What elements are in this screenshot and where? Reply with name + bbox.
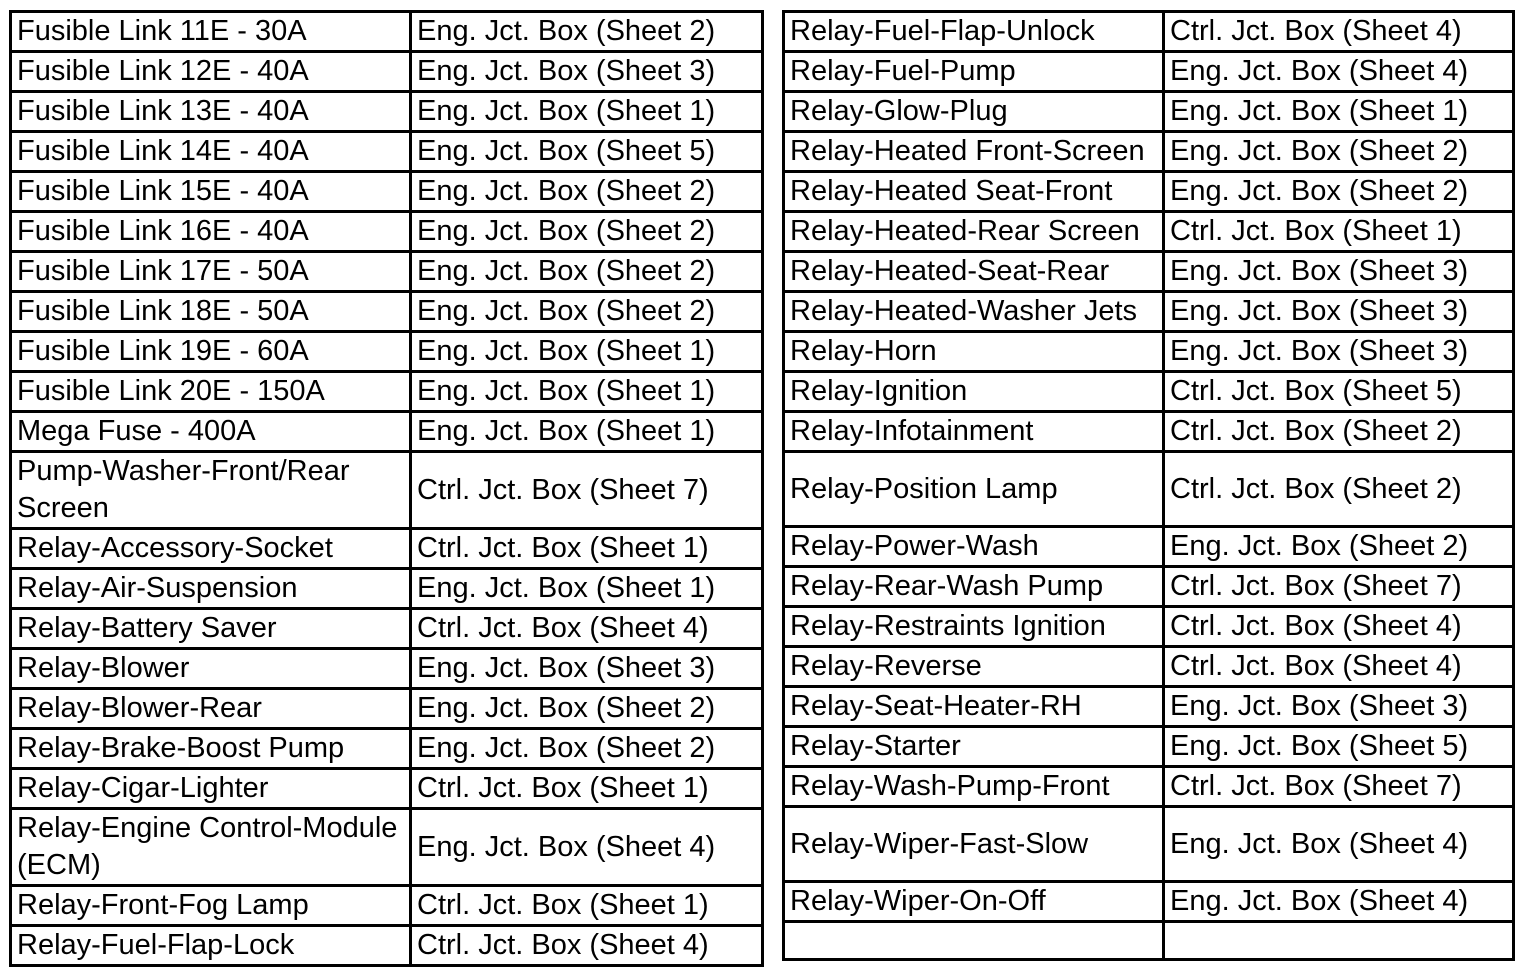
component-cell: Relay-Fuel-Pump — [784, 52, 1164, 92]
component-cell: Relay-Restraints Ignition — [784, 607, 1164, 647]
location-cell: Eng. Jct. Box (Sheet 2) — [411, 212, 763, 252]
component-cell: Relay-Seat-Heater-RH — [784, 687, 1164, 727]
table-row — [784, 172, 1514, 212]
location-cell: Ctrl. Jct. Box (Sheet 2) — [1164, 452, 1514, 527]
table-row — [11, 689, 763, 729]
location-cell: Eng. Jct. Box (Sheet 3) — [1164, 292, 1514, 332]
component-cell: Relay-Engine Control-Module (ECM) — [11, 809, 411, 886]
location-cell: Ctrl. Jct. Box (Sheet 4) — [411, 609, 763, 649]
location-cell: Ctrl. Jct. Box (Sheet 7) — [411, 452, 763, 529]
table-row — [11, 609, 763, 649]
table-row — [784, 727, 1514, 767]
table-row — [11, 729, 763, 769]
component-cell: Relay-Fuel-Flap-Lock — [11, 926, 411, 966]
location-cell: Eng. Jct. Box (Sheet 5) — [411, 132, 763, 172]
table-row — [784, 452, 1514, 527]
component-location-table-right — [782, 10, 1515, 961]
component-cell: Relay-Ignition — [784, 372, 1164, 412]
table-row — [784, 687, 1514, 727]
table-row — [11, 132, 763, 172]
location-cell: Eng. Jct. Box (Sheet 4) — [1164, 807, 1514, 882]
table-row — [11, 886, 763, 926]
component-cell: Relay-Battery Saver — [11, 609, 411, 649]
component-location-table-left — [9, 10, 764, 967]
component-cell: Relay-Accessory-Socket — [11, 529, 411, 569]
component-cell: Relay-Wiper-On-Off — [784, 882, 1164, 922]
table-row — [11, 569, 763, 609]
table-row — [784, 882, 1514, 922]
location-cell: Eng. Jct. Box (Sheet 2) — [411, 729, 763, 769]
table-row — [11, 452, 763, 529]
component-cell: Relay-Heated-Rear Screen — [784, 212, 1164, 252]
component-cell: Fusible Link 12E - 40A — [11, 52, 411, 92]
table-row — [11, 292, 763, 332]
table-row — [784, 292, 1514, 332]
component-cell: Relay-Wash-Pump-Front — [784, 767, 1164, 807]
location-cell: Ctrl. Jct. Box (Sheet 7) — [1164, 567, 1514, 607]
location-cell: Eng. Jct. Box (Sheet 4) — [411, 809, 763, 886]
component-cell: Relay-Rear-Wash Pump — [784, 567, 1164, 607]
table-row — [784, 922, 1514, 960]
location-cell: Ctrl. Jct. Box (Sheet 4) — [411, 926, 763, 966]
component-cell: Relay-Brake-Boost Pump — [11, 729, 411, 769]
location-cell: Eng. Jct. Box (Sheet 3) — [1164, 252, 1514, 292]
location-cell: Eng. Jct. Box (Sheet 2) — [411, 689, 763, 729]
location-cell — [1164, 922, 1514, 960]
location-cell: Eng. Jct. Box (Sheet 4) — [1164, 52, 1514, 92]
component-cell: Fusible Link 17E - 50A — [11, 252, 411, 292]
table-row — [784, 132, 1514, 172]
table-row — [11, 52, 763, 92]
table-row — [784, 52, 1514, 92]
table-row — [11, 252, 763, 292]
component-cell: Relay-Heated-Seat-Rear — [784, 252, 1164, 292]
component-cell: Fusible Link 14E - 40A — [11, 132, 411, 172]
location-cell: Ctrl. Jct. Box (Sheet 4) — [1164, 647, 1514, 687]
table-row — [784, 92, 1514, 132]
component-cell: Relay-Infotainment — [784, 412, 1164, 452]
component-cell: Relay-Horn — [784, 332, 1164, 372]
component-cell: Relay-Front-Fog Lamp — [11, 886, 411, 926]
table-row — [784, 567, 1514, 607]
location-cell: Eng. Jct. Box (Sheet 2) — [411, 292, 763, 332]
table-row — [11, 212, 763, 252]
component-cell: Relay-Starter — [784, 727, 1164, 767]
component-cell: Relay-Reverse — [784, 647, 1164, 687]
component-cell: Fusible Link 15E - 40A — [11, 172, 411, 212]
location-cell: Eng. Jct. Box (Sheet 3) — [411, 649, 763, 689]
table-row — [11, 12, 763, 52]
component-cell: Relay-Heated Seat-Front — [784, 172, 1164, 212]
location-cell: Eng. Jct. Box (Sheet 1) — [411, 569, 763, 609]
location-cell: Eng. Jct. Box (Sheet 1) — [411, 412, 763, 452]
location-cell: Eng. Jct. Box (Sheet 2) — [411, 252, 763, 292]
location-cell: Ctrl. Jct. Box (Sheet 1) — [1164, 212, 1514, 252]
table-row — [784, 372, 1514, 412]
table-row — [784, 332, 1514, 372]
location-cell: Eng. Jct. Box (Sheet 2) — [411, 12, 763, 52]
component-cell: Relay-Blower — [11, 649, 411, 689]
component-cell: Fusible Link 20E - 150A — [11, 372, 411, 412]
location-cell: Ctrl. Jct. Box (Sheet 2) — [1164, 412, 1514, 452]
location-cell: Ctrl. Jct. Box (Sheet 4) — [1164, 12, 1514, 52]
table-row — [11, 172, 763, 212]
location-cell: Ctrl. Jct. Box (Sheet 1) — [411, 529, 763, 569]
component-cell: Mega Fuse - 400A — [11, 412, 411, 452]
location-cell: Eng. Jct. Box (Sheet 2) — [1164, 172, 1514, 212]
location-cell: Ctrl. Jct. Box (Sheet 7) — [1164, 767, 1514, 807]
table-row — [11, 92, 763, 132]
table-row — [784, 527, 1514, 567]
location-cell: Ctrl. Jct. Box (Sheet 4) — [1164, 607, 1514, 647]
table-row — [11, 769, 763, 809]
location-cell: Eng. Jct. Box (Sheet 4) — [1164, 882, 1514, 922]
table-row — [784, 212, 1514, 252]
table-row — [11, 372, 763, 412]
component-cell: Relay-Position Lamp — [784, 452, 1164, 527]
table-row — [11, 412, 763, 452]
component-cell: Fusible Link 16E - 40A — [11, 212, 411, 252]
component-cell: Relay-Wiper-Fast-Slow — [784, 807, 1164, 882]
table-row — [784, 412, 1514, 452]
component-cell — [784, 922, 1164, 960]
location-cell: Eng. Jct. Box (Sheet 1) — [411, 332, 763, 372]
location-cell: Eng. Jct. Box (Sheet 3) — [1164, 687, 1514, 727]
location-cell: Eng. Jct. Box (Sheet 2) — [1164, 527, 1514, 567]
component-cell: Fusible Link 13E - 40A — [11, 92, 411, 132]
table-row — [784, 607, 1514, 647]
table-row — [11, 809, 763, 886]
table-row — [784, 807, 1514, 882]
component-cell: Fusible Link 11E - 30A — [11, 12, 411, 52]
table-row — [11, 529, 763, 569]
location-cell: Eng. Jct. Box (Sheet 5) — [1164, 727, 1514, 767]
component-cell: Relay-Heated Front-Screen — [784, 132, 1164, 172]
location-cell: Eng. Jct. Box (Sheet 3) — [1164, 332, 1514, 372]
table-row — [784, 12, 1514, 52]
table-row — [11, 926, 763, 966]
component-cell: Relay-Air-Suspension — [11, 569, 411, 609]
location-cell: Ctrl. Jct. Box (Sheet 5) — [1164, 372, 1514, 412]
location-cell: Eng. Jct. Box (Sheet 1) — [411, 372, 763, 412]
component-cell: Relay-Cigar-Lighter — [11, 769, 411, 809]
location-cell: Eng. Jct. Box (Sheet 2) — [1164, 132, 1514, 172]
component-cell: Fusible Link 19E - 60A — [11, 332, 411, 372]
component-cell: Relay-Heated-Washer Jets — [784, 292, 1164, 332]
location-cell: Ctrl. Jct. Box (Sheet 1) — [411, 886, 763, 926]
component-cell: Relay-Blower-Rear — [11, 689, 411, 729]
component-cell: Relay-Power-Wash — [784, 527, 1164, 567]
component-cell: Relay-Glow-Plug — [784, 92, 1164, 132]
table-row — [11, 649, 763, 689]
location-cell: Eng. Jct. Box (Sheet 2) — [411, 172, 763, 212]
table-row — [11, 332, 763, 372]
location-cell: Eng. Jct. Box (Sheet 3) — [411, 52, 763, 92]
component-cell: Fusible Link 18E - 50A — [11, 292, 411, 332]
component-cell: Relay-Fuel-Flap-Unlock — [784, 12, 1164, 52]
table-row — [784, 767, 1514, 807]
table-row — [784, 252, 1514, 292]
location-cell: Eng. Jct. Box (Sheet 1) — [411, 92, 763, 132]
location-cell: Eng. Jct. Box (Sheet 1) — [1164, 92, 1514, 132]
location-cell: Ctrl. Jct. Box (Sheet 1) — [411, 769, 763, 809]
table-row — [784, 647, 1514, 687]
component-cell: Pump-Washer-Front/Rear Screen — [11, 452, 411, 529]
